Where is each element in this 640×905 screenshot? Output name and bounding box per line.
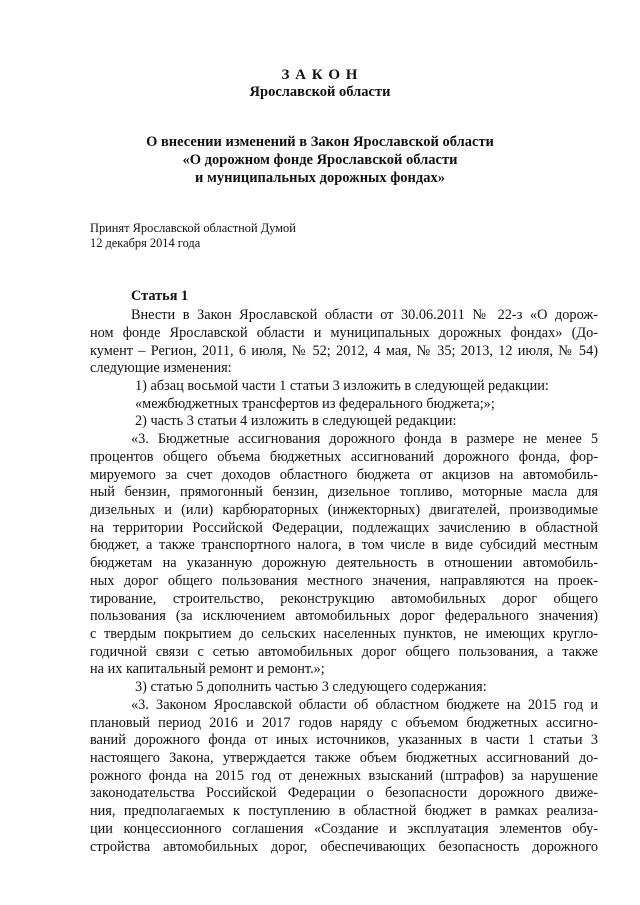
body-line: с твердым покрытием до сельских населенных пунктов, не имеющих кругло- (90, 626, 598, 642)
body-line: пользования (за исключением автомобильных дорог федерального значения) (90, 608, 598, 624)
body-line: бюджет, а также транспортного налога, в том числе в виде субсидий местным (90, 537, 598, 553)
law-subject-line-2: «О дорожном фонде Ярославской области (182, 152, 458, 168)
body-line: мируемого за счет доходов областного бюджета от акцизов на автомобиль- (90, 467, 598, 483)
law-subject-line-3: и муниципальных дорожных фондах» (195, 170, 445, 186)
body-line: на территории Российской Федерации, подлежащих зачислению в областной (90, 520, 598, 536)
body-line: «3. Бюджетные ассигнования дорожного фонда в размере не менее 5 (131, 431, 598, 447)
body-line: законодательства Российской Федерации о безопасности дорожного движе- (90, 785, 598, 801)
body-line: Внести в Закон Ярославской области от 30.06.2011 № 22-з «О дорож- (131, 307, 598, 323)
body-line: ном фонде Ярославской области и муниципальных дорожных фондах» (До- (90, 325, 598, 341)
body-line: ния, предполагаемых к поступлению в областной бюджет в рамках реализа- (90, 803, 598, 819)
body-line: «межбюджетных трансфертов из федерального бюджета;»; (135, 396, 495, 412)
body-line: следующие изменения: (90, 360, 232, 376)
body-line: «3. Законом Ярославской области об областном бюджете на 2015 год и (131, 697, 598, 713)
body-line: на их капитальный ремонт и ремонт.»; (90, 661, 325, 677)
body-line: ваний дорожного фонда от иных источников, указанных в части 1 статьи 3 (90, 732, 598, 748)
body-line: стройства автомобильных дорог, обеспечивающих безопасность дорожного (90, 839, 598, 855)
body-line: ный бензин, прямогонный бензин, дизельное топливо, моторные масла для (90, 484, 598, 500)
adoption-note: Принят Ярославской областной Думой (90, 221, 296, 235)
body-line: плановый период 2016 и 2017 годов наряду с объемом бюджетных ассигно- (90, 715, 598, 731)
body-line: годичной связи с сетью автомобильных дорог общего пользования, а также (90, 644, 598, 660)
body-line: настоящего Закона, утверждается также объем бюджетных ассигнований до- (90, 750, 598, 766)
body-line: бюджетам на указанную дорожную деятельность в отношении автомобиль- (90, 555, 598, 571)
body-line: тирование, строительство, реконструкцию автомобильных дорог общего (90, 591, 598, 607)
article-heading: Статья 1 (131, 288, 189, 304)
body-line: 1) абзац восьмой части 1 статьи 3 изложить в следующей редакции: (135, 378, 549, 394)
body-line: 3) статью 5 дополнить частью 3 следующего содержания: (135, 679, 487, 695)
adoption-date: 12 декабря 2014 года (90, 236, 201, 250)
body-line: 2) часть 3 статьи 4 изложить в следующей редакции: (135, 413, 457, 429)
law-subject-line-1: О внесении изменений в Закон Ярославской области (146, 134, 494, 150)
body-line: ных дорог общего пользования местного значения, направляются на проек- (90, 573, 598, 589)
body-line: ции концессионного соглашения «Создание и эксплуатация элементов обу- (90, 821, 598, 837)
body-line: кумент – Регион, 2011, 6 июля, № 52; 2012, 4 мая, № 35; 2013, 12 июля, № 54) (90, 343, 598, 359)
body-line: процентов общего объема бюджетных ассигнований дорожного фонда, фор- (90, 449, 598, 465)
body-line: дизельных и (или) карбюраторных (инжекторных) двигателей, производимые (90, 502, 598, 518)
law-title: З А К О Н (281, 67, 359, 83)
body-line: рожного фонда на 2015 год от денежных взысканий (штрафов) за нарушение (90, 768, 598, 784)
law-region: Ярославской области (249, 84, 391, 100)
